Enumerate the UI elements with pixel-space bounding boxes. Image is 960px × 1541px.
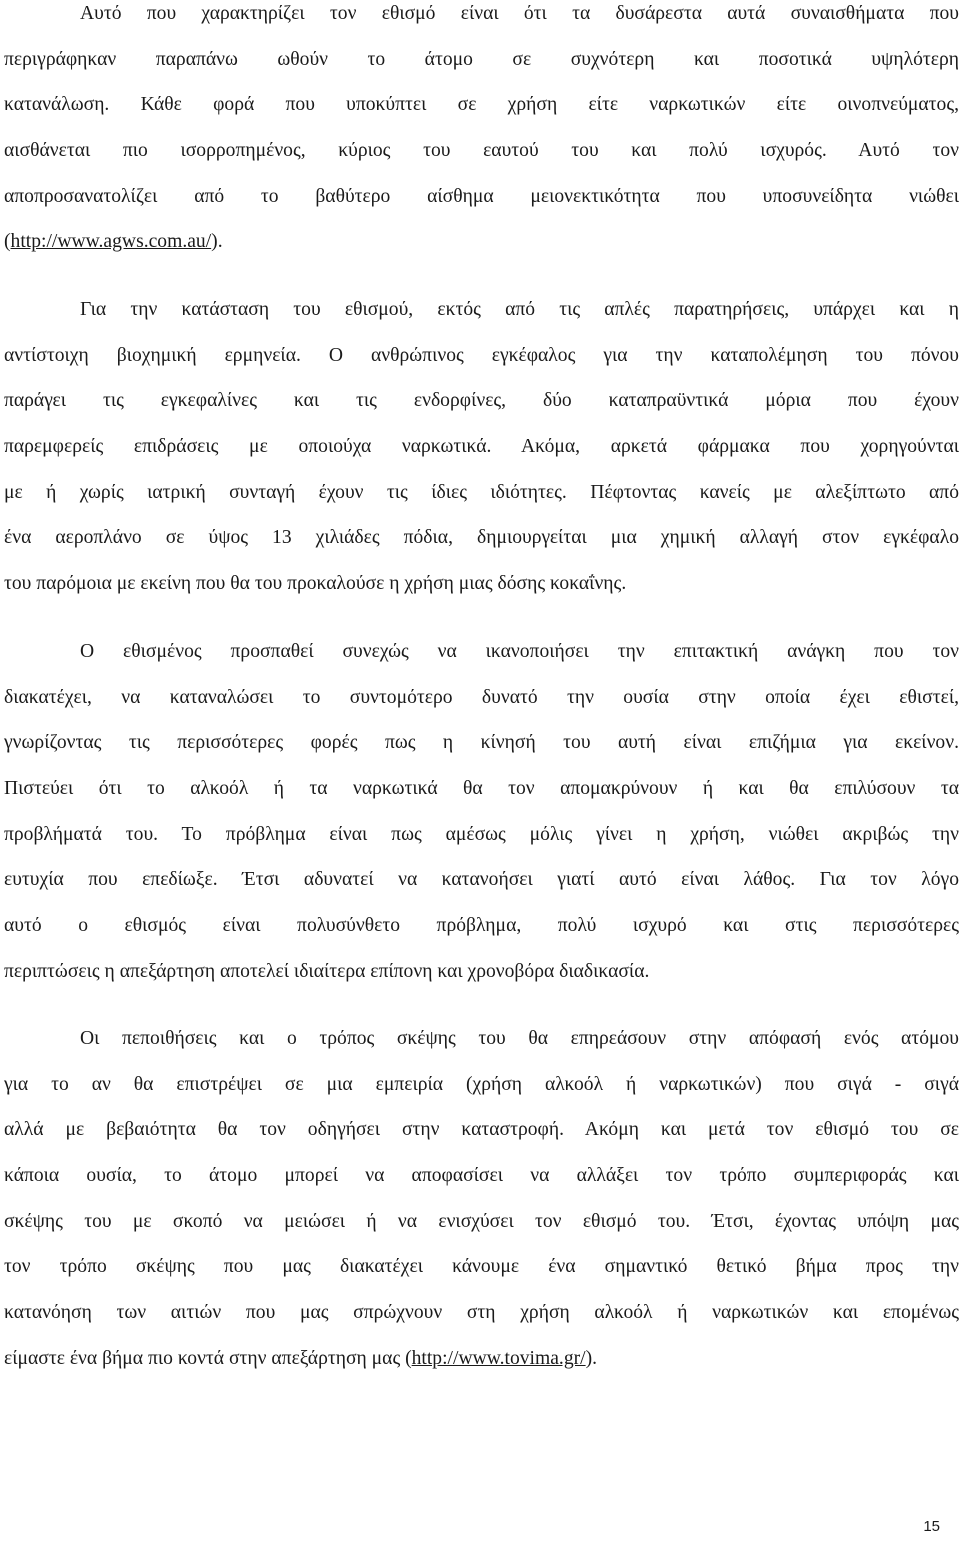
text-line: τον τρόπο σκέψης που μας διακατέχει κάνουμε ένα σημαντικό θετικό βήμα προς την	[4, 1256, 959, 1278]
text-line: κατανόηση των αιτιών που μας σπρώχνουν στη χρήση αλκοόλ ή ναρκωτικών και επομένως	[4, 1302, 959, 1324]
text-fragment: ).	[211, 231, 223, 253]
text-line: αντίστοιχη βιοχημική ερμηνεία. Ο ανθρώπινος εγκέφαλος για την καταπολέμηση του πόνου	[4, 344, 959, 366]
paragraph-4	[4, 1016, 959, 1382]
text-line: γνωρίζοντας τις περισσότερες φορές πως η κίνησή του αυτή είναι επιζήμια για εκείνον.	[4, 732, 959, 754]
text-line: ευτυχία που επεδίωξε. Έτσι αδυνατεί να κατανοήσει γιατί αυτό είναι λάθος. Για τον λόγο	[4, 869, 959, 891]
text-line: Πιστεύει ότι το αλκοόλ ή τα ναρκωτικά θα τον απομακρύνουν ή και θα επιλύσουν τα	[4, 778, 959, 800]
text-line: αισθάνεται πιο ισορροπημένος, κύριος του εαυτού του και πολύ ισχυρός. Αυτό τον	[4, 140, 959, 162]
text-line	[4, 1336, 959, 1382]
text-fragment: ).	[585, 1347, 598, 1369]
paragraph-2	[4, 287, 959, 607]
text-line: περιγράφηκαν παραπάνω ωθούν το άτομο σε συχνότερη και ποσοτικά υψηλότερη	[4, 48, 959, 70]
text-line: προβλήματά του. Το πρόβλημα είναι πως αμέσως μόλις γίνει η χρήση, νιώθει ακριβώς την	[4, 823, 959, 845]
text-line: ένα αεροπλάνο σε ύψος 13 χιλιάδες πόδια, δημιουργείται μια χημική αλλαγή στον εγκέφαλο	[4, 527, 959, 549]
text-line: διακατέχει, να καταναλώσει το συντομότερο δυνατό την ουσία στην οποία έχει εθιστεί,	[4, 686, 959, 708]
tovima-link[interactable]: http://www.tovima.gr/	[411, 1347, 586, 1369]
text-line: αλλά με βεβαιότητα θα τον οδηγήσει στην καταστροφή. Ακόμη και μετά τον εθισμό του σε	[4, 1119, 959, 1141]
text-line: κατανάλωση. Κάθε φορά που υποκύπτει σε χρήση είτε ναρκωτικών είτε οινοπνεύματος,	[4, 94, 959, 116]
text-line: παράγει τις εγκεφαλίνες και τις ενδορφίνες, δύο καταπραϋντικά μόρια που έχουν	[4, 390, 959, 412]
text-line: Για την κατάσταση του εθισμού, εκτός από τις απλές παρατηρήσεις, υπάρχει και η	[80, 299, 959, 320]
text-fragment: είμαστε ένα βήμα πιο κοντά στην απεξάρτηση μας (	[4, 1347, 412, 1369]
page-number: 15	[923, 1518, 940, 1535]
text-line: περιπτώσεις η απεξάρτηση αποτελεί ιδιαίτερα επίπονη και χρονοβόρα διαδικασία.	[4, 960, 650, 982]
text-line: με ή χωρίς ιατρική συνταγή έχουν τις ίδιες ιδιότητες. Πέφτοντας κανείς με αλεξίπτωτο από	[4, 481, 959, 503]
agws-link[interactable]: http://www.agws.com.au/	[10, 231, 212, 253]
text-fragment: (	[4, 231, 11, 253]
text-line: Αυτό που χαρακτηρίζει τον εθισμό είναι ότι τα δυσάρεστα αυτά συναισθήματα που	[80, 3, 959, 24]
text-line: για το αν θα επιστρέψει σε μια εμπειρία (χρήση αλκοόλ ή ναρκωτικών) που σιγά - σιγά	[4, 1073, 959, 1095]
text-line: Οι πεποιθήσεις και ο τρόπος σκέψης του θα επηρεάσουν στην απόφασή ενός ατόμου	[80, 1028, 959, 1049]
text-line: αυτό ο εθισμός είναι πολυσύνθετο πρόβλημα, πολύ ισχυρό και στις περισσότερες	[4, 915, 959, 937]
text-line	[4, 219, 959, 265]
text-line: σκέψης του με σκοπό να μειώσει ή να ενισχύσει τον εθισμό του. Έτσι, έχοντας υπόψη μας	[4, 1210, 959, 1232]
text-line: του παρόμοια με εκείνη που θα του προκαλούσε η χρήση μιας δόσης κοκαΐνης.	[4, 573, 627, 595]
paragraph-3	[4, 629, 959, 995]
text-line: κάποια ουσία, το άτομο μπορεί να αποφασίσει να αλλάξει τον τρόπο συμπεριφοράς και	[4, 1165, 959, 1187]
text-line: αποπροσανατολίζει από το βαθύτερο αίσθημα μειονεκτικότητα που υποσυνείδητα νιώθει	[4, 185, 959, 207]
text-line: παρεμφερείς επιδράσεις με οποιούχα ναρκωτικά. Ακόμα, αρκετά φάρμακα που χορηγούνται	[4, 436, 959, 458]
paragraph-1	[4, 0, 959, 265]
text-line: Ο εθισμένος προσπαθεί συνεχώς να ικανοποιήσει την επιτακτική ανάγκη που τον	[80, 641, 959, 662]
